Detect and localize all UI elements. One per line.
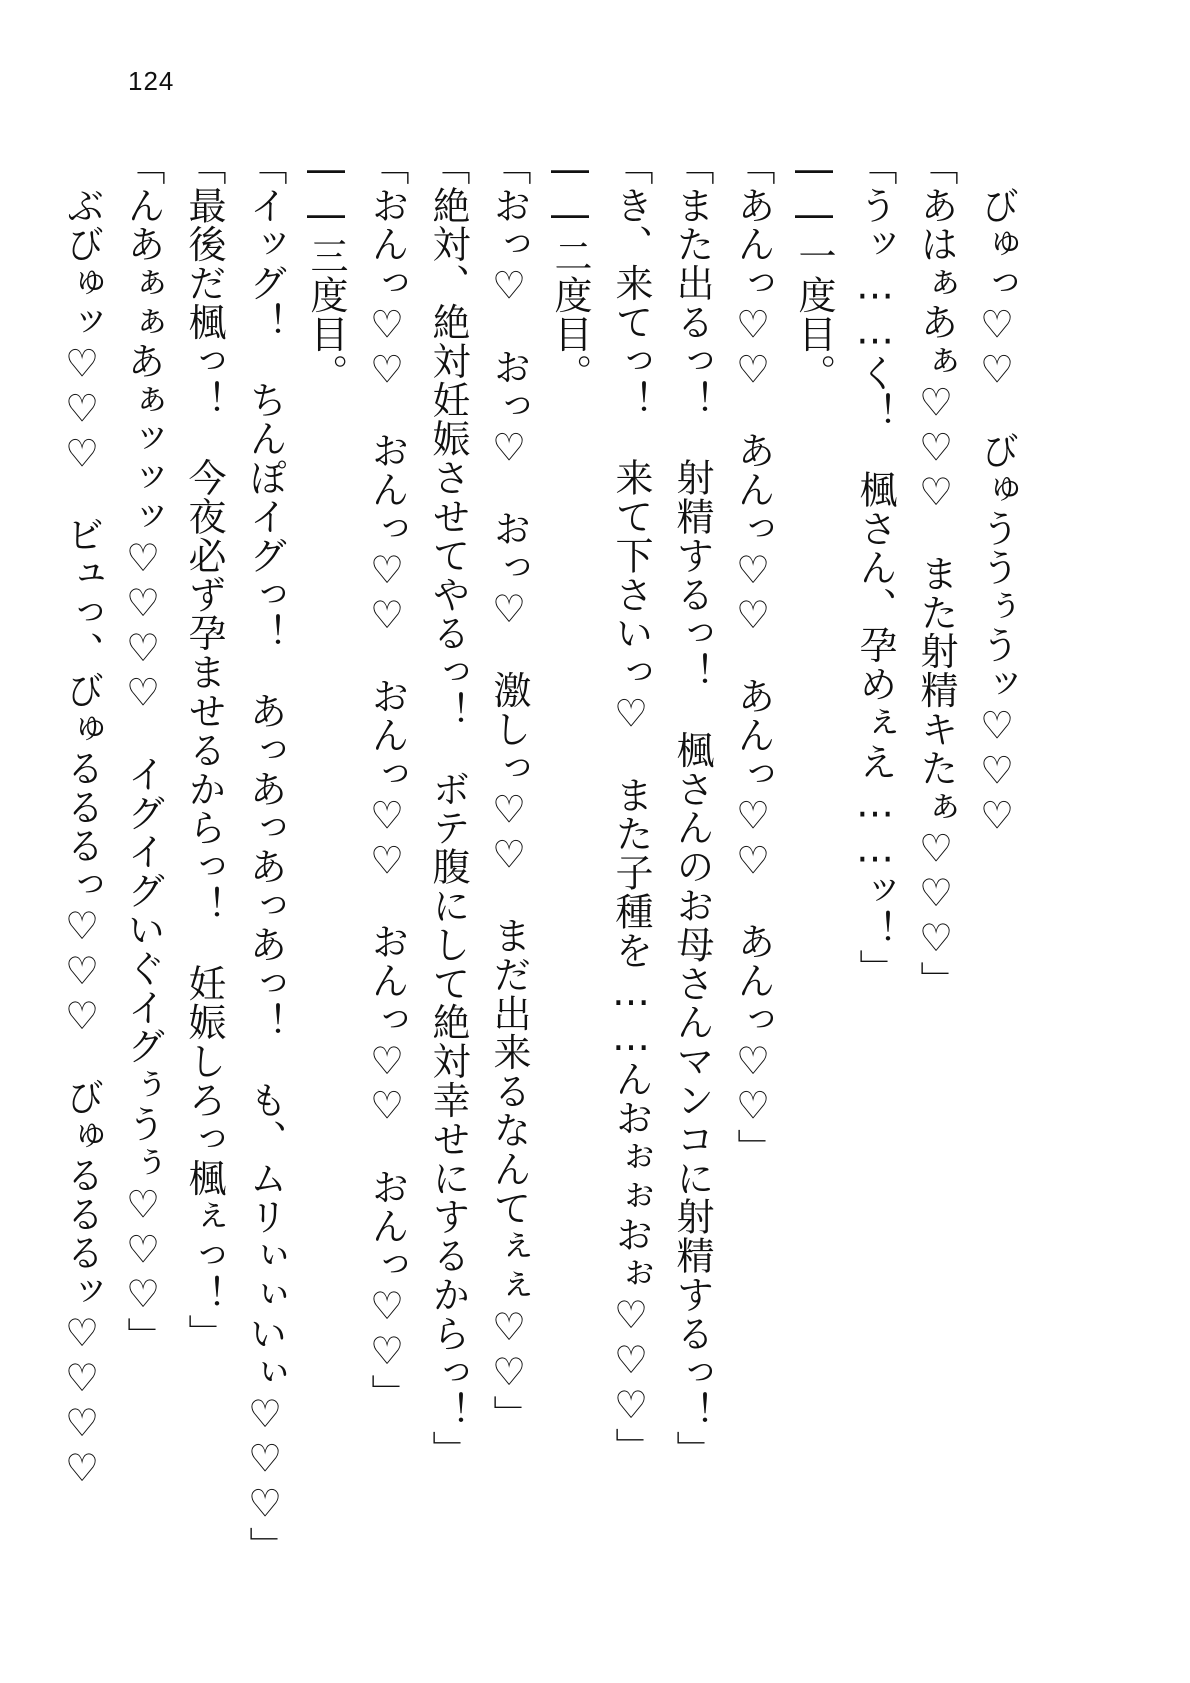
text-line: 「んあぁぁあぁッッッ♡♡♡♡ イグイグいぐイグぅうぅ♡♡♡」	[121, 147, 165, 1356]
text-line: 「おんっ♡♡ おんっ♡♡ おんっ♡♡ おんっ♡♡ おんっ♡♡」	[365, 147, 409, 1413]
text-line: ――二度目。	[548, 147, 592, 393]
text-line: ――一度目。	[792, 147, 836, 393]
text-line: ――三度目。	[304, 147, 348, 393]
text-line: 「おっ♡ おっ♡ おっ♡ 激しっ♡♡ まだ出来るなんてぇぇ♡♡」	[487, 147, 531, 1434]
text-line: 「最後だ楓っ！ 今夜必ず孕ませるからっ！ 妊娠しろっ楓ぇっ！」	[182, 147, 226, 1353]
text-line: 「絶対、絶対妊娠させてやるっ！ ボテ腹にして絶対幸せにするからっ！」	[426, 147, 470, 1470]
text-line: 「き、来てっ！ 来て下さいっ♡ また子種を……んおぉぉおぉ♡♡♡」	[609, 147, 653, 1467]
vertical-text-body	[60, 147, 1027, 1617]
page-number: 124	[128, 66, 175, 96]
text-line: 「あはぁあぁ♡♡♡ また射精キたぁ♡♡♡」	[914, 147, 958, 1000]
text-line: 「うッ……く！ 楓さん、孕めぇえ……ッ！」	[853, 147, 897, 988]
text-line: 「また出るっ！ 射精するっ！ 楓さんのお母さんマンコに射精するっ！」	[670, 147, 714, 1470]
text-line: ぶびゅッ♡♡♡ ビュっ、びゅるるるっ♡♡♡ びゅるるるッ♡♡♡♡	[60, 147, 104, 1491]
text-line: 「イッグ！ ちんぽイグっ！ あっあっあっあっ！ も、ムリぃぃいぃ♡♡♡」	[243, 147, 287, 1566]
text-line: 「あんっ♡♡ あんっ♡♡ あんっ♡♡ あんっ♡♡」	[731, 147, 775, 1168]
text-line: びゅっ♡♡ びゅううぅうッ♡♡♡	[975, 147, 1019, 839]
